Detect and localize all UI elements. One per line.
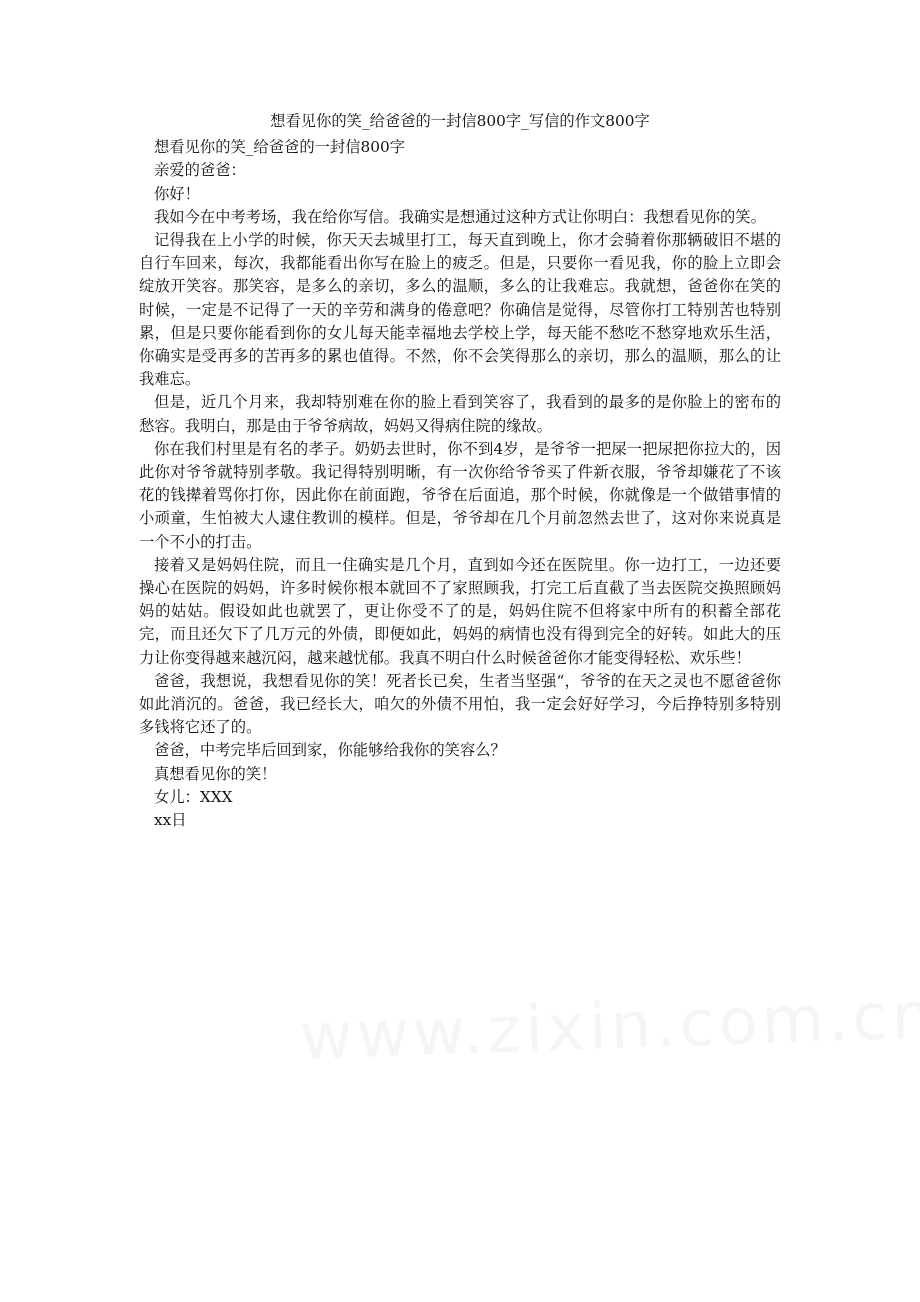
letter-paragraph: 但是，近几个月来，我却特别难在你的脸上看到笑容了，我看到的最多的是你脸上的密布的愁容。我明白，那是由于爷爷病故，妈妈又得病住院的缘故。 <box>139 393 781 435</box>
document-title: 想看见你的笑_给爸爸的一封信800字_写信的作文800字 <box>270 112 650 130</box>
letter-salutation: 亲爱的爸爸： <box>154 161 246 180</box>
faint-watermark <box>299 979 920 1075</box>
letter-paragraph: 我如今在中考考场，我在给你写信。我确实是想通过这种方式让你明白：我想看见你的笑。 <box>154 207 766 226</box>
letter-signature: 女儿：XXX <box>154 787 233 806</box>
letter-paragraph: 爸爸，我想说，我想看见你的笑！死者长已矣，生者当坚强“，爷爷的在天之灵也不愿爸爸你如此消沉的。爸爸，我已经长大，咱欠的外债不用怕，我一定会好好学习，今后挣特别多特别多钱将它还了的。 <box>139 671 781 737</box>
letter-paragraph: 爸爸，中考完毕后回到家，你能够给我你的笑容么？ <box>154 741 506 760</box>
document-page <box>139 110 781 832</box>
letter-paragraph: 真想看见你的笑！ <box>154 764 277 783</box>
letter-paragraph: 记得我在上小学的时候，你天天去城里打工，每天直到晚上，你才会骑着你那辆破旧不堪的自行车回来，每次，我都能看出你写在脸上的疲乏。但是，只要你一看见我，你的脸上立即会绽放开笑容。那笑容，是多么的亲切，多么的温顺，多么的让我难忘。我就想，爸爸你在笑的时候，一定是不记得了一天的辛劳和满身的倦意吧？你确信是觉得，尽管你打工特别苦也特别累，但是只要你能看到你的女儿每天能幸福地去学校上学，每天能不愁吃不愁穿地欢乐生活，你确实是受再多的苦再多的累也值得。不然，你不会笑得那么的亲切，那么的温顺，那么的让我难忘。 <box>139 231 781 389</box>
letter-greeting: 你好！ <box>154 184 200 203</box>
letter-subtitle: 想看见你的笑_给爸爸的一封信800字 <box>154 138 406 157</box>
letter-date: xx日 <box>154 811 187 830</box>
letter-paragraph: 接着又是妈妈住院，而且一住确实是几个月，直到如今还在医院里。你一边打工，一边还要操心在医院的妈妈，许多时候你根本就回不了家照顾我，打完工后直截了当去医院交换照顾妈妈的姑姑。假设如此也就罢了，更让你受不了的是，妈妈住院不但将家中所有的积蓄全部花完，而且还欠下了几万元的外债，即便如此，妈妈的病情也没有得到完全的好转。如此大的压力让你变得越来越沉闷，越来越忧郁。我真不明白什么时候爸爸你才能变得轻松、欢乐些！ <box>139 555 781 667</box>
letter-paragraph: 你在我们村里是有名的孝子。奶奶去世时，你不到4岁，是爷爷一把屎一把尿把你拉大的，因此你对爷爷就特别孝敬。我记得特别明晰，有一次你给爷爷买了件新衣服，爷爷却嫌花了不该花的钱撵着骂你打你，因此你在前面跑，爷爷在后面追，那个时候，你就像是一个做错事情的小顽童，生怕被大人逮住教训的模样。但是，爷爷却在几个月前忽然去世了，这对你来说真是一个不小的打击。 <box>139 439 781 551</box>
